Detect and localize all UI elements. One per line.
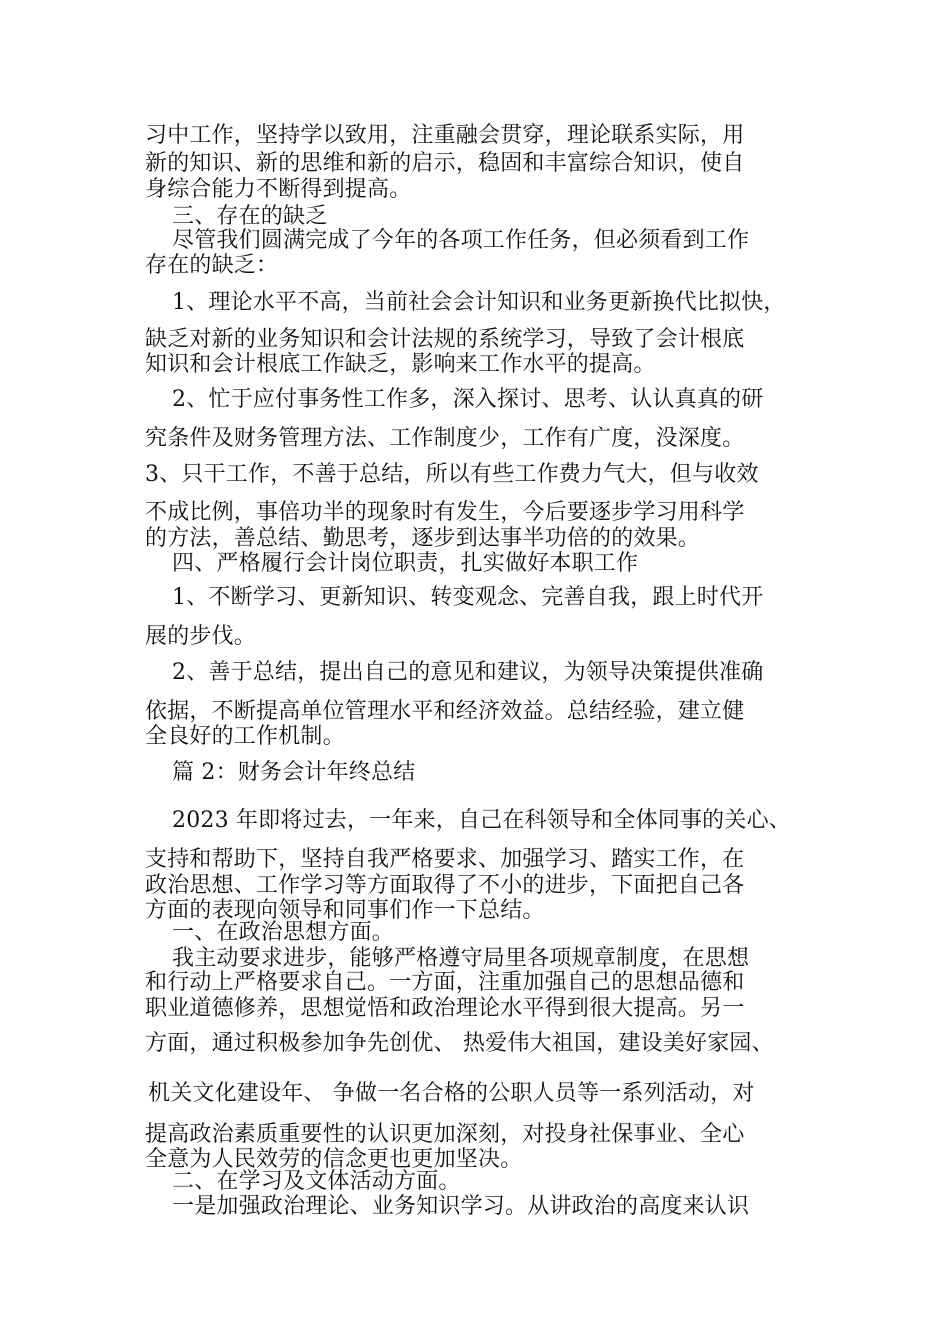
text-line: 尽管我们圆满完成了今年的各项工作任务，但必须看到工作 (172, 228, 750, 253)
text-line: 的方法，善总结、勤思考，逐步到达事半功倍的的效果。 (145, 526, 701, 551)
text-line: 1、不断学习、更新知识、转变观念、完善自我，跟上时代开 (172, 585, 764, 610)
text-line: 3、只干工作，不善于总结，所以有些工作费力气大，但与收效 (145, 462, 759, 487)
text-line: 我主动要求进步，能够严格遵守局里各项规章制度，在思想 (172, 946, 750, 971)
text-line: 一是加强政治理论、业务知识学习。从讲政治的高度来认识 (172, 1194, 750, 1219)
text-line: 存在的缺乏： (145, 253, 279, 278)
text-line: 2、忙于应付事务性工作多，深入探讨、思考、认认真真的研 (172, 387, 764, 412)
section-heading-3: 三、存在的缺乏 (172, 204, 328, 229)
text-line: 提高政治素质重要性的认识更加深刻，对投身社保事业、全心 (145, 1122, 745, 1147)
text-line: 习中工作，坚持学以致用，注重融会贯穿，理论联系实际，用 (145, 123, 745, 148)
text-line: 2、善于总结，提出自己的意见和建议，为领导决策提供准确 (172, 660, 764, 685)
text-line: 2023 年即将过去，一年来，自己在科领导和全体同事的关心、 (172, 808, 791, 833)
section-heading-study: 二、在学习及文体活动方面。 (172, 1169, 461, 1194)
text-line: 全意为人民效劳的信念更也更加坚决。 (145, 1147, 523, 1172)
text-line: 究条件及财务管理方法、工作制度少，工作有广度，没深度。 (145, 426, 745, 451)
article-title: 篇 2：财务会计年终总结 (172, 760, 416, 785)
text-line: 职业道德修养，思想觉悟和政治理论水平得到很大提高。另一 (145, 996, 745, 1021)
text-line: 全良好的工作机制。 (145, 724, 345, 749)
text-line: 支持和帮助下，坚持自我严格要求、加强学习、踏实工作，在 (145, 847, 745, 872)
section-heading-4: 四、严格履行会计岗位职责，扎实做好本职工作 (172, 551, 639, 576)
text-line: 和行动上严格要求自己。一方面，注重加强自己的思想品德和 (145, 970, 745, 995)
text-line: 依据，不断提高单位管理水平和经济效益。总结经验，建立健 (145, 699, 745, 724)
text-line: 机关文化建设年、 争做一名合格的公职人员等一系列活动，对 (148, 1081, 755, 1106)
text-line: 1、理论水平不高，当前社会会计知识和业务更新换代比拟快， (172, 290, 786, 315)
text-line: 缺乏对新的业务知识和会计法规的系统学习，导致了会计根底 (145, 327, 745, 352)
text-line: 身综合能力不断得到提高。 (145, 177, 412, 202)
text-line: 知识和会计根底工作缺乏，影响来工作水平的提高。 (145, 352, 656, 377)
section-heading-politics: 一、在政治思想方面。 (172, 920, 395, 945)
text-line: 展的步伐。 (145, 624, 257, 649)
text-line: 方面，通过积极参加争先创优、 热爱伟大祖国，建设美好家园、 (145, 1031, 774, 1056)
text-line: 新的知识、新的思维和新的启示，稳固和丰富综合知识，使自 (145, 151, 745, 176)
text-line: 政治思想、工作学习等方面取得了不小的进步，下面把自己各 (145, 873, 745, 898)
text-line: 方面的表现向领导和同事们作一下总结。 (145, 898, 545, 923)
text-line: 不成比例，事倍功半的现象时有发生，今后要逐步学习用科学 (145, 500, 745, 525)
